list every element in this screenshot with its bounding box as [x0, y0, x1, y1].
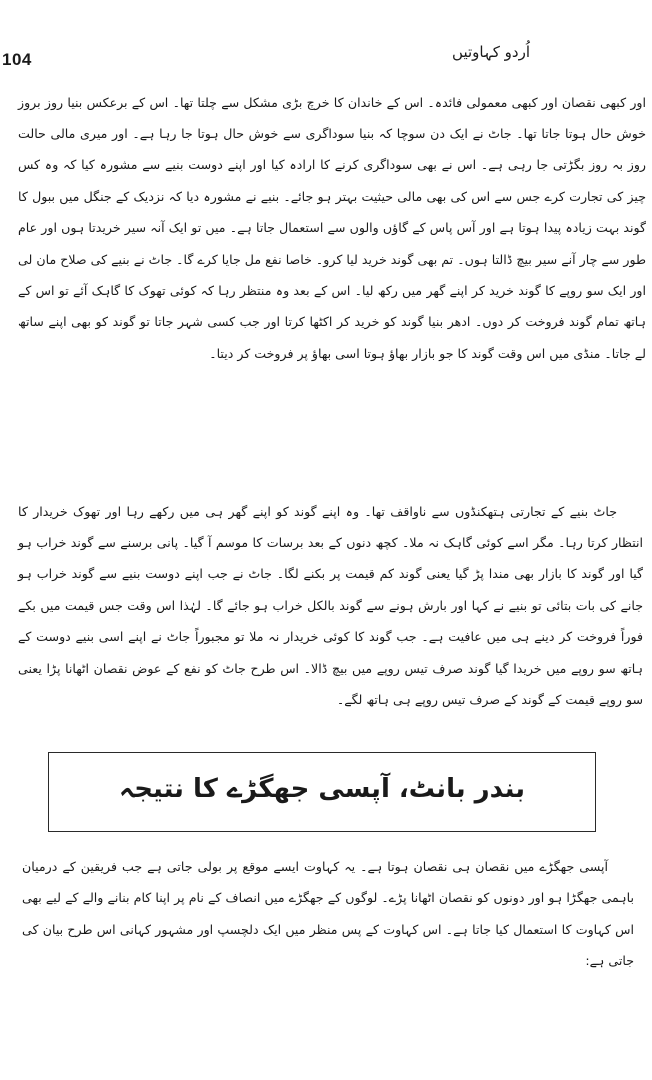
running-header-title: اُردو کہاوتیں — [452, 43, 530, 61]
section-title: بندر بانٹ، آپسی جھگڑے کا نتیجہ — [118, 774, 526, 804]
section-title-box — [48, 752, 596, 832]
paragraph-proverb-intro: آپسی جھگڑے میں نقصان ہی نقصان ہوتا ہے۔ یہ کہاوت ایسے موقع پر بولی جاتی ہے جب فریقین کے درمیان باہمی جھگڑا ہو اور دونوں کو نقصان اٹھانا پڑے۔ لوگوں کے جھگڑے میں انصاف کے نام پر اپنا کام بنانے والے کے لیے بھی اس کہاوت کا استعمال کیا جاتا ہے۔ اس کہاوت کے پس منظر میں ایک دلچسپ اور مشہور کہانی اس طرح بیان کی جاتی ہے: — [22, 858, 634, 969]
page-number: 104 — [2, 50, 32, 69]
paragraph-story-continued: اور کبھی نقصان اور کبھی معمولی فائدہ۔ اس کے خاندان کا خرچ بڑی مشکل سے چلتا تھا۔ اس کے برعکس بنیا روز بروز خوش حال ہوتا جاتا تھا۔ جاٹ نے ایک دن سوچا کہ بنیا سوداگری سے خوش حال ہوتا جا رہا ہے۔ اور میری مالی حالت روز بہ روز بگڑتی جا رہی ہے۔ اس نے بھی سوداگری کرنے کا ارادہ کیا اور اپنے دوست بنیے سے مشورہ کیا کہ وہ کس چیز کی تجارت کرے جس سے اس کی بھی مالی حیثیت بہتر ہو جائے۔ بنیے نے مشورہ دیا کہ نزدیک کے جنگل میں ببول کا گوند بہت زیادہ پیدا ہوتا ہے اور آس پاس کے گاؤں والوں سے استعمال جاتا ہے۔ میں تو ایک آنہ سیر خریدتا ہوں اور عام طور سے چار آنے سیر بیچ ڈالتا ہوں۔ تم بھی گوند خرید لیا کرو۔ خاصا نفع مل جایا کرے گا۔ جاٹ نے بنیے کی صلاح مان لی اور ایک سو روپے کا گوند خرید کر اپنے گھر میں رکھ لیا۔ اس کے بعد وہ منتظر رہا کہ کوئی تھوک کا گاہک آئے تو اس کے ہاتھ تمام گوند فروخت کر دوں۔ ادھر بنیا گوند کو خرید کر اکٹھا کرتا اور جب کسی شہر جاتا تو گوند کو بھی اپنے ساتھ لے جاتا۔ منڈی میں اس وقت گوند کا جو بازار بھاؤ ہوتا اسی بھاؤ پر فروخت کر دیتا۔ — [18, 94, 646, 361]
paragraph-story-ending: جاٹ بنیے کے تجارتی ہتھکنڈوں سے ناواقف تھا۔ وہ اپنے گوند کو اپنے گھر ہی میں رکھے رہا اور تھوک خریدار کا انتظار کرتا رہا۔ مگر اسے کوئی گاہک نہ ملا۔ کچھ دنوں کے بعد برسات کا موسم آ گیا۔ پانی برسنے سے گوند خراب ہو گیا اور گوند کا بازار بھی مندا پڑ گیا یعنی گوند کم قیمت پر بکنے لگا۔ جاٹ نے جب اپنے دوست بنیے سے گوند خراب ہو جانے کی بات بتائی تو بنیے نے کہا اور بارش ہونے سے گوند بالکل خراب ہو جائے گا۔ لہٰذا اس وقت جس قیمت میں بکے فوراً فروخت کر دینے ہی میں عافیت ہے۔ جب گوند کا کوئی خریدار نہ ملا تو مجبوراً جاٹ نے اپنے اسی بنیے دوست کے ہاتھ سو روپے میں خریدا گیا گوند صرف تیس روپے میں بیچ ڈالا۔ اس طرح جاٹ کو نفع کے عوض نقصان اٹھانا پڑا یعنی سو روپے قیمت کے گوند کے صرف تیس روپے ہی ہاتھ لگے۔ — [18, 503, 643, 708]
